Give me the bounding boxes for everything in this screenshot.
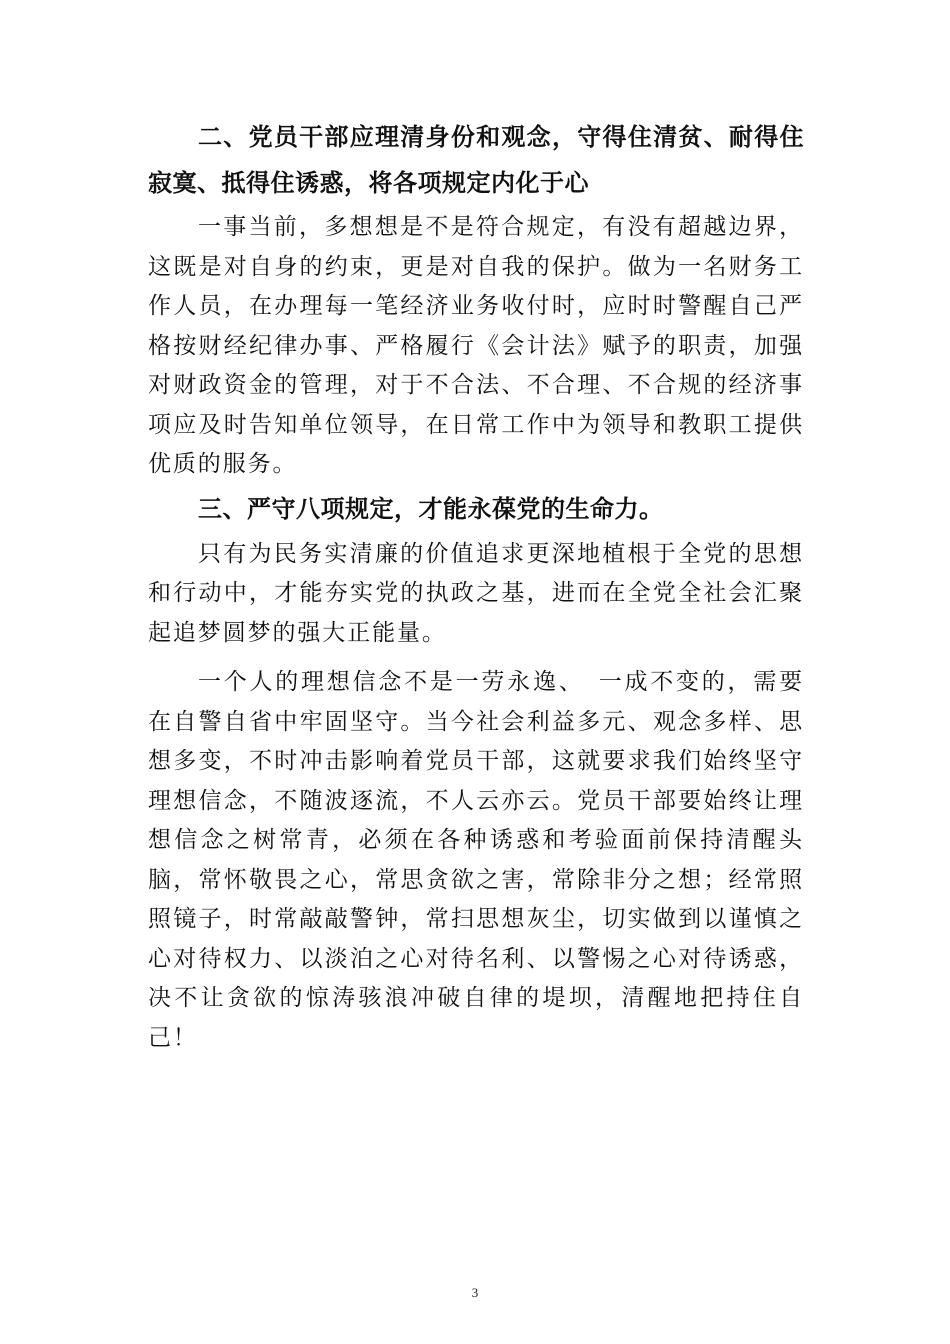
section-3-heading: 三、严守八项规定，才能永葆党的生命力。 <box>198 494 664 523</box>
section-3-paragraph-2: 一个人的理想信念不是一劳永逸、 一成不变的，需要在自警自省中牢固坚守。当今社会利益多元、观念多样、思想多变，不时冲击影响着党员干部，这就要求我们始终坚守理想信念，不随波逐流，不人云亦云。党员干部要始终让理想信念之树常青，必须在各种诱惑和考验面前保持清醒头脑，常怀敬畏之心，常思贪欲之害，常除非分之想；经常照照镜子，时常敲敲警钟，常扫思想灰尘，切实做到以谨慎之心对待权力、以淡泊之心对待名利、以警惕之心对待诱惑，决不让贪欲的惊涛骇浪冲破自律的堤坝，清醒地把持住自己！ <box>148 669 804 1051</box>
section-2-paragraph: 一事当前，多想想是不是符合规定，有没有超越边界，这既是对自身的约束，更是对自我的保护。做为一名财务工作人员，在办理每一笔经济业务收付时，应时时警醒自己严格按财经纪律办事、严格履行《会计法》赋予的职责，加强对财政资金的管理，对于不合法、不合理、不合规的经济事项应及时告知单位领导，在日常工作中为领导和教职工提供优质的服务。 <box>148 214 804 477</box>
section-2-heading: 二、党员干部应理清身份和观念，守得住清贫、耐得住寂寞、抵得住诱惑，将各项规定内化于心 <box>148 123 804 197</box>
document-body <box>148 114 804 1058</box>
page-number: 3 <box>471 1285 479 1300</box>
section-3-paragraph-1: 只有为民务实清廉的价值追求更深地植根于全党的思想和行动中，才能夯实党的执政之基，进而在全党全社会汇聚起追梦圆梦的强大正能量。 <box>148 540 804 646</box>
